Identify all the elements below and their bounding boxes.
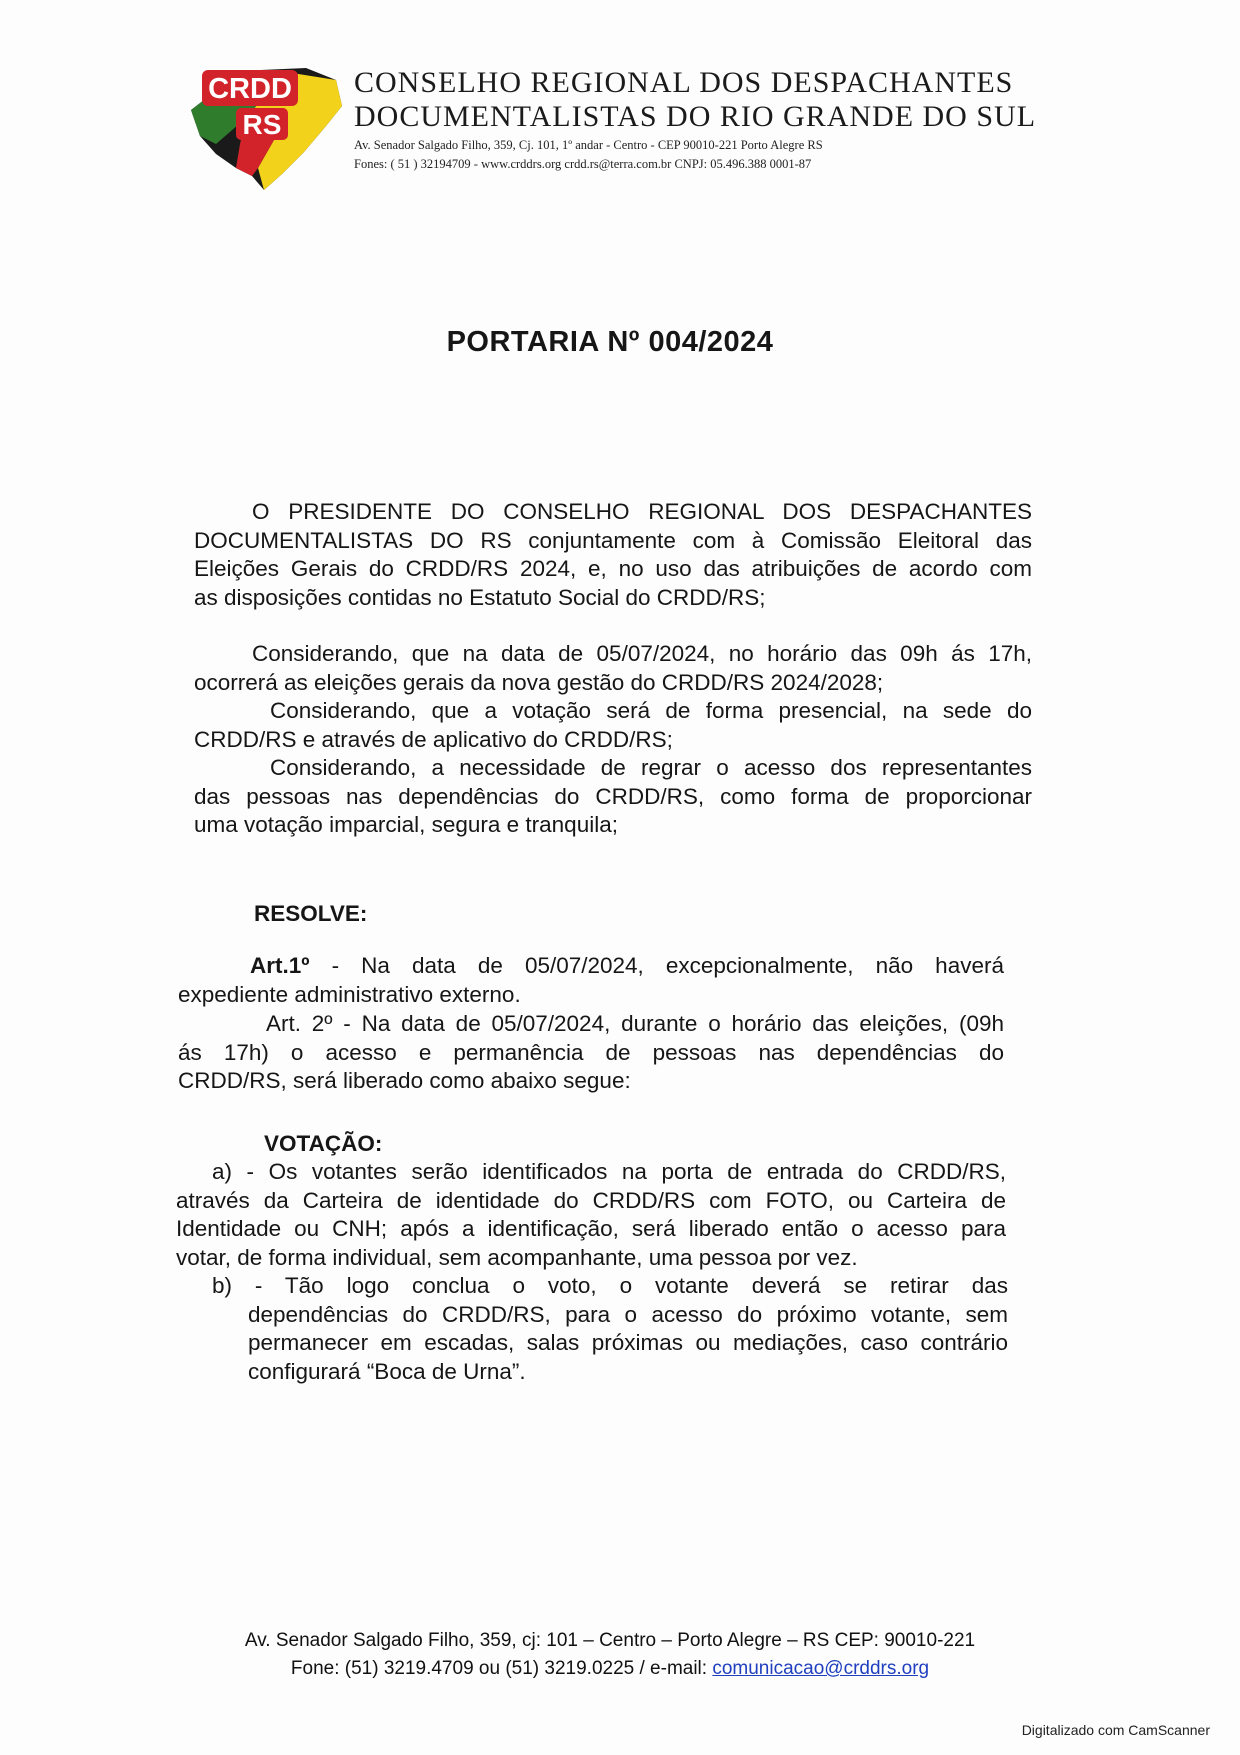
item-b-text-cont: permanecer em escadas, salas próximas ou mediações, caso contrário: [248, 1330, 1008, 1355]
resolve-heading: RESOLVE:: [254, 901, 368, 926]
council-name-line1: CONSELHO REGIONAL DOS DESPACHANTES: [354, 66, 1014, 99]
article-1-label: Art.1º: [250, 953, 310, 978]
council-name-line2: DOCUMENTALISTAS DO RIO GRANDE DO SUL: [354, 100, 1037, 133]
logo-text-crdd: CRDD: [208, 73, 292, 105]
rio-grande-do-sul-map-logo-icon: [186, 48, 346, 198]
footer-email-link[interactable]: comunicacao@crddrs.org: [712, 1658, 930, 1679]
considerando-line: Considerando, que a votação será de forma presencial, na sede do: [270, 698, 1032, 723]
footer-contacts: [0, 1658, 1220, 1680]
item-a-text-cont: Identidade ou CNH; após a identificação, será liberado então o acesso para: [176, 1216, 1006, 1241]
preamble: [194, 498, 1032, 612]
article-1-text-cont: expediente administrativo externo.: [178, 981, 521, 1007]
item-a-text: Os votantes serão identificados na porta de entrada do CRDD/RS,: [268, 1159, 1006, 1184]
item-b: [212, 1272, 1008, 1386]
item-b-text-cont: dependências do CRDD/RS, para o acesso do próximo votante, sem: [248, 1301, 1008, 1327]
article-2: [178, 1010, 1004, 1096]
article-1: [178, 952, 1004, 1009]
considerandos: [194, 640, 1032, 840]
considerando-line: ocorrerá as eleições gerais da nova gestão do CRDD/RS 2024/2028;: [194, 669, 884, 695]
letterhead-address: Av. Senador Salgado Filho, 359, Cj. 101, 1º andar - Centro - CEP 90010-221 Porto Alegre RS: [354, 138, 823, 152]
preamble-line: DOCUMENTALISTAS DO RS conjuntamente com à Comissão Eleitoral das: [194, 527, 1032, 553]
footer-address: Av. Senador Salgado Filho, 359, cj: 101 – Centro – Porto Alegre – RS CEP: 90010-221: [244, 1630, 976, 1651]
preamble-line: as disposições contidas no Estatuto Social do CRDD/RS;: [194, 584, 766, 610]
logo-text-rs: RS: [242, 109, 282, 140]
item-a-label: a) -: [212, 1159, 255, 1184]
article-2-text: - Na data de 05/07/2024, durante o horário das eleições, (09h: [343, 1011, 1004, 1036]
footer-phones: Fone: (51) 3219.4709 ou (51) 3219.0225 / e-mail:: [290, 1658, 708, 1679]
camscanner-note: Digitalizado com CamScanner: [1021, 1722, 1210, 1738]
article-1-text: - Na data de 05/07/2024, excepcionalmente, não haverá: [331, 953, 1004, 978]
item-a: [176, 1158, 1006, 1272]
considerando-line: Considerando, que na data de 05/07/2024, no horário das 09h ás 17h,: [252, 641, 1032, 666]
considerando-line: CRDD/RS e através de aplicativo do CRDD/RS;: [194, 726, 673, 752]
item-b-text: Tão logo conclua o voto, o votante deverá se retirar das: [284, 1273, 1008, 1298]
preamble-line: O PRESIDENTE DO CONSELHO REGIONAL DOS DESPACHANTES: [252, 499, 1032, 524]
considerando-line: Considerando, a necessidade de regrar o acesso dos representantes: [270, 755, 1032, 780]
item-b-label: b) -: [212, 1273, 263, 1298]
considerando-line: uma votação imparcial, segura e tranquila;: [194, 812, 618, 837]
crdd-logo: [186, 48, 346, 198]
article-2-label: Art. 2º: [266, 1011, 333, 1036]
letterhead-contacts: Fones: ( 51 ) 32194709 - www.crddrs.org crdd.rs@terra.com.br CNPJ: 05.496.388 0001-87: [354, 157, 812, 171]
item-a-text-cont: através da Carteira de identidade do CRDD/RS com FOTO, ou Carteira de: [176, 1187, 1006, 1213]
item-b-text-cont: configurará “Boca de Urna”.: [248, 1358, 526, 1384]
item-a-text-cont: votar, de forma individual, sem acompanhante, uma pessoa por vez.: [176, 1244, 858, 1270]
document-title: PORTARIA Nº 004/2024: [446, 326, 774, 358]
article-2-text-cont: ás 17h) o acesso e permanência de pessoas nas dependências do: [178, 1039, 1004, 1065]
considerando-line: das pessoas nas dependências do CRDD/RS, como forma de proporcionar: [194, 783, 1032, 809]
council-name: [354, 66, 1036, 134]
article-2-text-cont: CRDD/RS, será liberado como abaixo segue:: [178, 1068, 631, 1093]
votacao-heading: VOTAÇÃO:: [264, 1131, 383, 1156]
preamble-line: Eleições Gerais do CRDD/RS 2024, e, no uso das atribuições de acordo com: [194, 556, 1032, 581]
